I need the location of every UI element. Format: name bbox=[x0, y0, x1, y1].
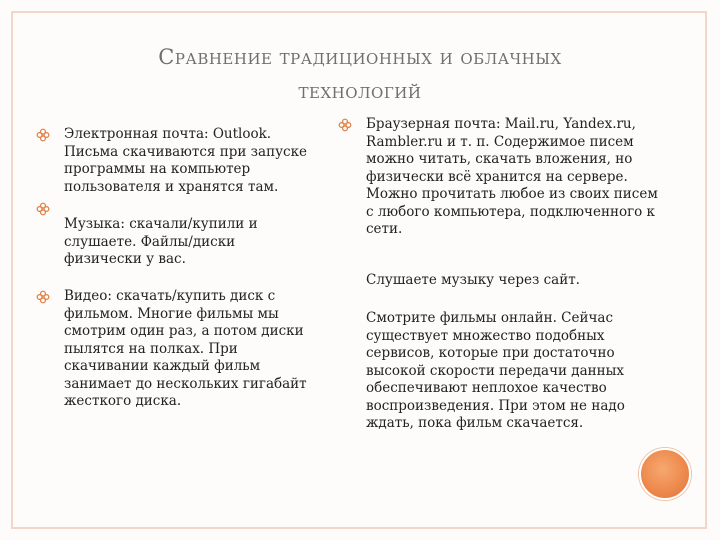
flower-bullet-icon bbox=[338, 118, 352, 132]
right-item-music: Слушаете музыку через сайт. bbox=[366, 272, 580, 288]
flower-bullet-icon bbox=[36, 202, 50, 216]
right-item-email: Браузерная почта: Mail.ru, Yandex.ru, Rambler.ru и т. п. Содержимое писем можно читать, скачать вложения, но физически всё хранится на сервере. Можно прочитать любое из своих писем с любого компьютера, подключенного к сети. bbox=[366, 116, 658, 237]
left-item-music: Музыка: скачали/купили и слушаете. Файлы/диски физически у вас. bbox=[64, 216, 258, 267]
title-line-1: Сравнение традиционных и облачных bbox=[158, 45, 562, 69]
left-item-video: Видео: скачать/купить диск с фильмом. Многие фильмы мы смотрим один раз, а потом диски пылятся на полках. При скачивании каждый фильм занимает до нескольких гигабайт жесткого диска. bbox=[64, 288, 307, 409]
left-item-email: Электронная почта: Outlook. Письма скачиваются при запуске программы на компьютер пользователя и хранятся там. bbox=[64, 126, 307, 195]
right-item-video: Смотрите фильмы онлайн. Сейчас существует множество подобных сервисов, которые при достаточно высокой скорости передачи данных обеспечивают неплохое качество воспроизведения. При этом не надо ждать, пока фильм скачается. bbox=[366, 310, 625, 431]
title-line-2: технологий bbox=[298, 79, 422, 103]
flower-bullet-icon bbox=[36, 290, 50, 304]
flower-bullet-icon bbox=[36, 128, 50, 142]
slide-title bbox=[60, 40, 660, 108]
decorative-orange-circle bbox=[639, 448, 691, 500]
